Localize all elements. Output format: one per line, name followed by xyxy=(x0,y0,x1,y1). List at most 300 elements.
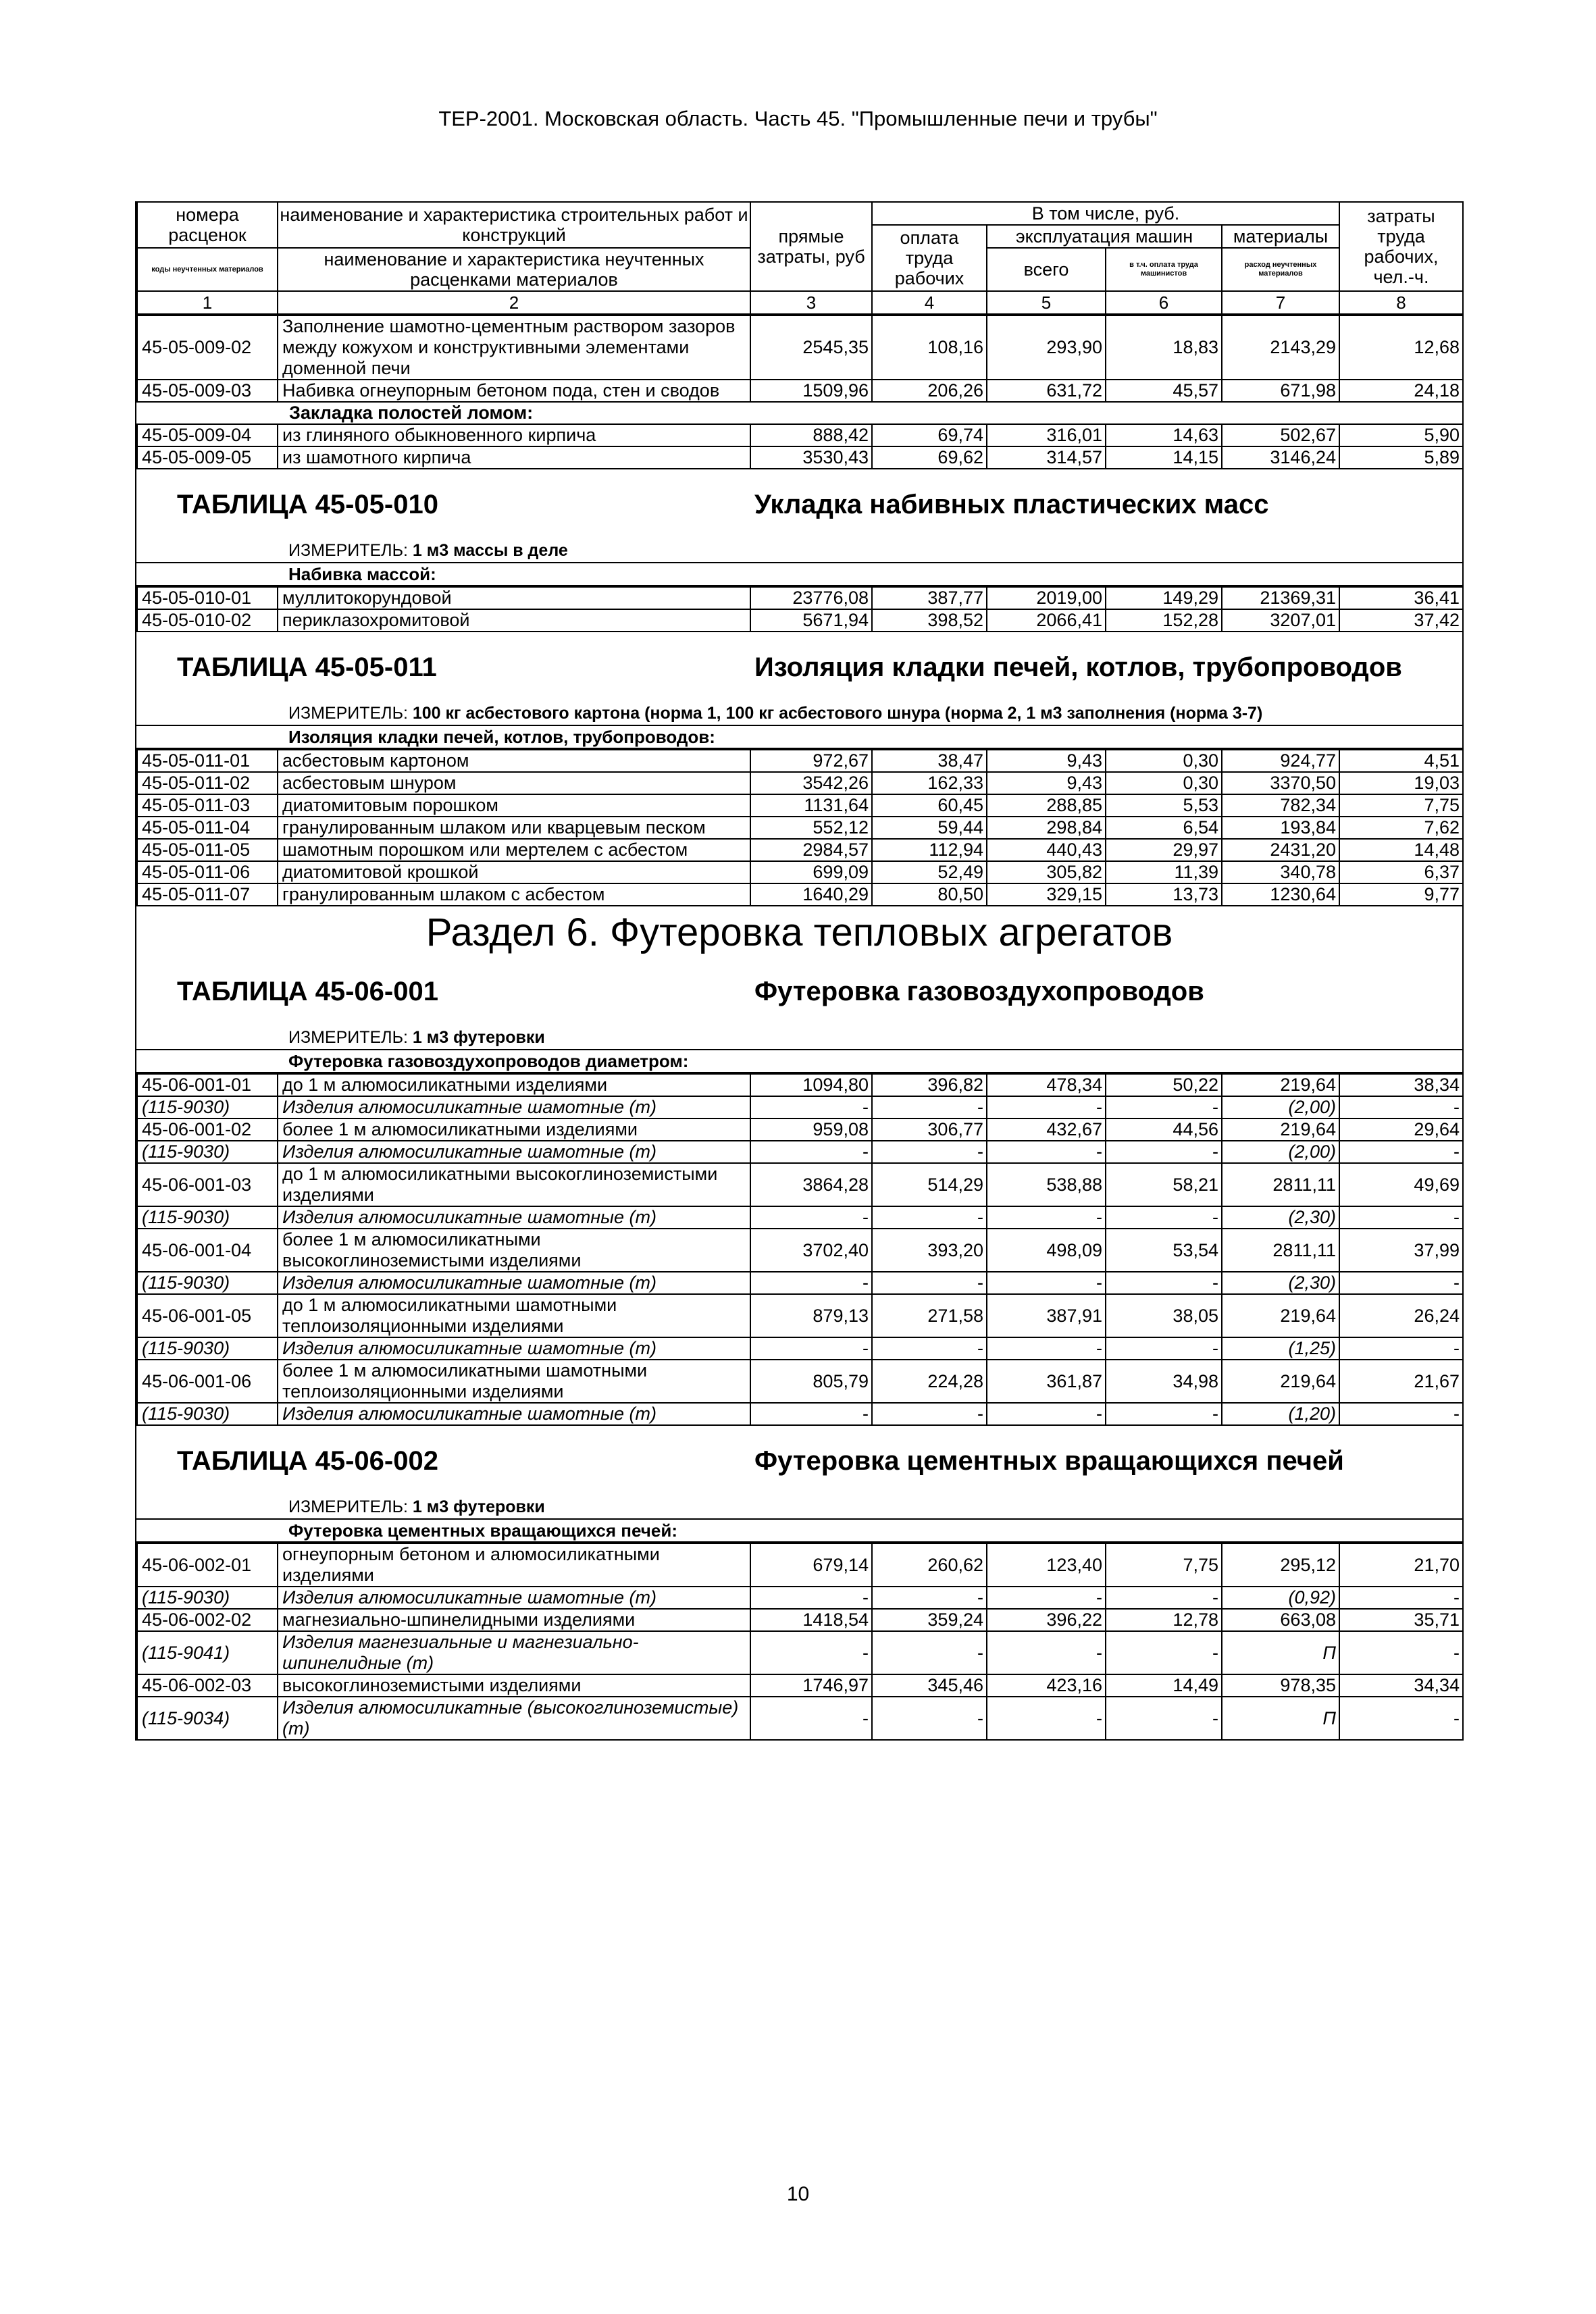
col-labor-hours-header: затраты труда рабочих, чел.-ч. xyxy=(1339,202,1463,291)
empty-value: - xyxy=(1106,1403,1222,1425)
material-usage: (0,92) xyxy=(1222,1587,1339,1609)
empty-value: - xyxy=(1106,1697,1222,1740)
measure-value: 1 м3 футеровки xyxy=(412,1497,545,1516)
work-description: диатомитовым порошком xyxy=(278,794,750,817)
labor-hours: 5,90 xyxy=(1339,424,1463,446)
labor-hours: 49,69 xyxy=(1339,1163,1463,1206)
direct-costs: 879,13 xyxy=(750,1294,872,1337)
table-45-05-011 xyxy=(136,749,1464,906)
table-number: ТАБЛИЦА 45-05-010 xyxy=(177,489,438,519)
material-name: Изделия алюмосиликатные шамотные (т) xyxy=(278,1141,750,1163)
empty-value: - xyxy=(750,1206,872,1229)
operators-wages: 6,54 xyxy=(1106,817,1222,839)
material-code: (115-9030) xyxy=(137,1096,278,1119)
wages: 393,20 xyxy=(872,1229,987,1272)
table-row xyxy=(137,750,1463,772)
empty-value: - xyxy=(1339,1096,1463,1119)
rows-group xyxy=(137,1543,1463,1740)
direct-costs: 1640,29 xyxy=(750,883,872,906)
machines-total: 123,40 xyxy=(987,1543,1106,1587)
material-code: (115-9030) xyxy=(137,1206,278,1229)
rate-code: 45-06-001-03 xyxy=(137,1163,278,1206)
col-index: 1 xyxy=(137,291,278,314)
material-name: Изделия алюмосиликатные шамотные (т) xyxy=(278,1337,750,1360)
wages: 80,50 xyxy=(872,883,987,906)
materials: 924,77 xyxy=(1222,750,1339,772)
machines-total: 387,91 xyxy=(987,1294,1106,1337)
machines-total: 396,22 xyxy=(987,1609,1106,1631)
empty-value: - xyxy=(872,1141,987,1163)
empty-value: - xyxy=(750,1272,872,1294)
material-row xyxy=(137,1337,1463,1360)
work-description: до 1 м алюмосиликатными изделиями xyxy=(278,1074,750,1096)
operators-wages: 58,21 xyxy=(1106,1163,1222,1206)
page-header: ТЕР-2001. Московская область. Часть 45. "Промышленные печи и трубы" xyxy=(438,107,1158,130)
empty-value: - xyxy=(987,1337,1106,1360)
materials: 782,34 xyxy=(1222,794,1339,817)
operators-wages: 50,22 xyxy=(1106,1074,1222,1096)
measure-label: ИЗМЕРИТЕЛЬ: xyxy=(288,541,408,560)
operators-wages: 149,29 xyxy=(1106,587,1222,609)
work-description: асбестовым картоном xyxy=(278,750,750,772)
work-description: асбестовым шнуром xyxy=(278,772,750,794)
rows-group xyxy=(137,424,1463,469)
table-row xyxy=(137,1074,1463,1096)
operators-wages: 34,98 xyxy=(1106,1360,1222,1403)
wages: 260,62 xyxy=(872,1543,987,1587)
direct-costs: 805,79 xyxy=(750,1360,872,1403)
material-row xyxy=(137,1697,1463,1740)
col-group-header: В том числе, руб. xyxy=(872,202,1339,225)
col-index: 2 xyxy=(278,291,750,314)
work-description: гранулированным шлаком с асбестом xyxy=(278,883,750,906)
table-title: Изоляция кладки печей, котлов, трубопроводов xyxy=(754,652,1402,682)
material-usage: (1,25) xyxy=(1222,1337,1339,1360)
table-heading xyxy=(136,1426,1462,1496)
work-description: высокоглиноземистыми изделиями xyxy=(278,1674,750,1697)
rate-code: 45-05-011-04 xyxy=(137,817,278,839)
table-45-06-002 xyxy=(136,1543,1464,1741)
table-number: ТАБЛИЦА 45-06-001 xyxy=(177,976,438,1006)
rate-code: 45-06-002-02 xyxy=(137,1609,278,1631)
col-materials-header: материалы xyxy=(1222,225,1339,248)
wages: 387,77 xyxy=(872,587,987,609)
empty-value: - xyxy=(1339,1587,1463,1609)
measure-value: 1 м3 футеровки xyxy=(412,1028,545,1047)
material-usage: (1,20) xyxy=(1222,1403,1339,1425)
table-heading xyxy=(136,469,1462,540)
table-number: ТАБЛИЦА 45-06-002 xyxy=(177,1445,438,1476)
rate-code: 45-06-002-01 xyxy=(137,1543,278,1587)
materials: 193,84 xyxy=(1222,817,1339,839)
material-code: (115-9030) xyxy=(137,1587,278,1609)
wages: 108,16 xyxy=(872,315,987,380)
operators-wages: 0,30 xyxy=(1106,772,1222,794)
table-row xyxy=(137,424,1463,446)
measure-value: 1 м3 массы в деле xyxy=(412,541,568,560)
labor-hours: 37,99 xyxy=(1339,1229,1463,1272)
material-name: Изделия алюмосиликатные шамотные (т) xyxy=(278,1096,750,1119)
materials: 2143,29 xyxy=(1222,315,1339,380)
labor-hours: 5,89 xyxy=(1339,446,1463,469)
wages: 271,58 xyxy=(872,1294,987,1337)
materials: 663,08 xyxy=(1222,1609,1339,1631)
empty-value: - xyxy=(872,1096,987,1119)
materials: 502,67 xyxy=(1222,424,1339,446)
table-row xyxy=(137,794,1463,817)
rate-code: 45-06-001-01 xyxy=(137,1074,278,1096)
labor-hours: 14,48 xyxy=(1339,839,1463,861)
operators-wages: 11,39 xyxy=(1106,861,1222,883)
wages: 60,45 xyxy=(872,794,987,817)
col-number-header: номера расценок xyxy=(137,202,278,248)
machines-total: 305,82 xyxy=(987,861,1106,883)
table-row xyxy=(137,1119,1463,1141)
labor-hours: 38,34 xyxy=(1339,1074,1463,1096)
rows-group xyxy=(137,587,1463,632)
labor-hours: 37,42 xyxy=(1339,609,1463,632)
rate-code: 45-05-011-05 xyxy=(137,839,278,861)
measure-label: ИЗМЕРИТЕЛЬ: xyxy=(288,704,408,723)
table-row xyxy=(137,380,1463,402)
direct-costs: 1746,97 xyxy=(750,1674,872,1697)
material-usage: (2,30) xyxy=(1222,1272,1339,1294)
work-description: более 1 м алюмосиликатными изделиями xyxy=(278,1119,750,1141)
empty-value: - xyxy=(750,1096,872,1119)
table-row xyxy=(137,609,1463,632)
col-index: 5 xyxy=(987,291,1106,314)
empty-value: - xyxy=(1106,1272,1222,1294)
table-row xyxy=(137,446,1463,469)
subsection-title: Футеровка газовоздухопроводов диаметром: xyxy=(136,1050,1462,1073)
table-heading xyxy=(136,956,1462,1027)
direct-costs: 972,67 xyxy=(750,750,872,772)
material-usage: (2,00) xyxy=(1222,1096,1339,1119)
operators-wages: 29,97 xyxy=(1106,839,1222,861)
col-index: 8 xyxy=(1339,291,1463,314)
material-name: Изделия алюмосиликатные шамотные (т) xyxy=(278,1587,750,1609)
labor-hours: 9,77 xyxy=(1339,883,1463,906)
table-45-05-009 xyxy=(136,315,1464,469)
col-index: 7 xyxy=(1222,291,1339,314)
empty-value: - xyxy=(872,1337,987,1360)
material-name: Изделия алюмосиликатные шамотные (т) xyxy=(278,1206,750,1229)
table-row xyxy=(137,587,1463,609)
work-description: Набивка огнеупорным бетоном пода, стен и сводов xyxy=(278,380,750,402)
material-name: Изделия магнезиальные и магнезиально-шпинелидные (т) xyxy=(278,1631,750,1674)
wages: 224,28 xyxy=(872,1360,987,1403)
materials: 219,64 xyxy=(1222,1360,1339,1403)
table-row xyxy=(137,1163,1463,1206)
wages: 59,44 xyxy=(872,817,987,839)
measure-value: 100 кг асбестового картона (норма 1, 100 кг асбестового шнура (норма 2, 1 м3 заполнения (норма 3-7) xyxy=(412,704,1263,723)
empty-value: - xyxy=(987,1587,1106,1609)
work-description: более 1 м алюмосиликатными шамотными теплоизоляционными изделиями xyxy=(278,1360,750,1403)
direct-costs: 1509,96 xyxy=(750,380,872,402)
material-code: (115-9030) xyxy=(137,1337,278,1360)
machines-total: 478,34 xyxy=(987,1074,1106,1096)
empty-value: - xyxy=(1339,1272,1463,1294)
labor-hours: 7,75 xyxy=(1339,794,1463,817)
rate-code: 45-06-001-06 xyxy=(137,1360,278,1403)
materials: 219,64 xyxy=(1222,1294,1339,1337)
wages: 306,77 xyxy=(872,1119,987,1141)
rate-code: 45-05-011-01 xyxy=(137,750,278,772)
material-code: (115-9030) xyxy=(137,1272,278,1294)
empty-value: - xyxy=(987,1206,1106,1229)
labor-hours: 21,70 xyxy=(1339,1543,1463,1587)
materials: 219,64 xyxy=(1222,1119,1339,1141)
table-row xyxy=(137,1360,1463,1403)
machines-total: 498,09 xyxy=(987,1229,1106,1272)
col-material-codes-header: коды неучтенных материалов xyxy=(137,248,278,291)
machines-total: 538,88 xyxy=(987,1163,1106,1206)
price-table-sheet xyxy=(135,201,1464,1741)
subsection-title: Изоляция кладки печей, котлов, трубопроводов: xyxy=(136,726,1462,749)
materials: 671,98 xyxy=(1222,380,1339,402)
material-name: Изделия алюмосиликатные шамотные (т) xyxy=(278,1403,750,1425)
empty-value: - xyxy=(1106,1587,1222,1609)
direct-costs: 3530,43 xyxy=(750,446,872,469)
machines-total: 329,15 xyxy=(987,883,1106,906)
direct-costs: 2984,57 xyxy=(750,839,872,861)
col-machines-total-header: всего xyxy=(987,248,1106,291)
empty-value: - xyxy=(872,1697,987,1740)
empty-value: - xyxy=(872,1631,987,1674)
table-row xyxy=(137,839,1463,861)
page-number: 10 xyxy=(786,2183,810,2205)
subsection-title: Футеровка цементных вращающихся печей: xyxy=(136,1520,1462,1543)
wages: 69,74 xyxy=(872,424,987,446)
wages: 162,33 xyxy=(872,772,987,794)
empty-value: - xyxy=(750,1587,872,1609)
empty-value: - xyxy=(750,1631,872,1674)
col-index: 6 xyxy=(1106,291,1222,314)
machines-total: 9,43 xyxy=(987,750,1106,772)
work-description: магнезиально-шпинелидными изделиями xyxy=(278,1609,750,1631)
machines-total: 432,67 xyxy=(987,1119,1106,1141)
empty-value: - xyxy=(872,1403,987,1425)
work-description: шамотным порошком или мертелем с асбестом xyxy=(278,839,750,861)
empty-value: - xyxy=(1339,1403,1463,1425)
direct-costs: 1131,64 xyxy=(750,794,872,817)
empty-value: - xyxy=(872,1206,987,1229)
material-code: (115-9041) xyxy=(137,1631,278,1674)
empty-value: - xyxy=(750,1697,872,1740)
table-row xyxy=(137,315,1463,380)
machines-total: 288,85 xyxy=(987,794,1106,817)
material-row xyxy=(137,1206,1463,1229)
table-row xyxy=(137,861,1463,883)
wages: 112,94 xyxy=(872,839,987,861)
work-description: из шамотного кирпича xyxy=(278,446,750,469)
operators-wages: 53,54 xyxy=(1106,1229,1222,1272)
work-description: из глиняного обыкновенного кирпича xyxy=(278,424,750,446)
direct-costs: 1094,80 xyxy=(750,1074,872,1096)
col-machines-header: эксплуатация машин xyxy=(987,225,1222,248)
machines-total: 293,90 xyxy=(987,315,1106,380)
wages: 398,52 xyxy=(872,609,987,632)
col-material-usage-header: расход неучтенных материалов xyxy=(1222,248,1339,291)
direct-costs: 699,09 xyxy=(750,861,872,883)
wages: 206,26 xyxy=(872,380,987,402)
empty-value: - xyxy=(987,1403,1106,1425)
operators-wages: 12,78 xyxy=(1106,1609,1222,1631)
labor-hours: 29,64 xyxy=(1339,1119,1463,1141)
table-row xyxy=(137,772,1463,794)
materials: 340,78 xyxy=(1222,861,1339,883)
measure-unit xyxy=(136,1027,1462,1050)
rows-group xyxy=(137,1074,1463,1425)
machines-total: 298,84 xyxy=(987,817,1106,839)
labor-hours: 34,34 xyxy=(1339,1674,1463,1697)
work-description: огнеупорным бетоном и алюмосиликатными изделиями xyxy=(278,1543,750,1587)
col-material-names-header: наименование и характеристика неучтенных расценками материалов xyxy=(278,248,750,291)
material-row xyxy=(137,1631,1463,1674)
materials: 21369,31 xyxy=(1222,587,1339,609)
materials: 219,64 xyxy=(1222,1074,1339,1096)
measure-unit xyxy=(136,540,1462,563)
material-code: (115-9030) xyxy=(137,1403,278,1425)
machines-total: 2019,00 xyxy=(987,587,1106,609)
empty-value: - xyxy=(1339,1206,1463,1229)
material-row xyxy=(137,1272,1463,1294)
direct-costs: 679,14 xyxy=(750,1543,872,1587)
work-description: Заполнение шамотно-цементным раствором зазоров между кожухом и конструктивными элементами доменной печи xyxy=(278,315,750,380)
rate-code: 45-05-011-06 xyxy=(137,861,278,883)
material-row xyxy=(137,1403,1463,1425)
col-direct-costs-header: прямые затраты, руб xyxy=(750,202,872,291)
rows-group xyxy=(137,750,1463,906)
work-description: гранулированным шлаком или кварцевым песком xyxy=(278,817,750,839)
labor-hours: 21,67 xyxy=(1339,1360,1463,1403)
table-number: ТАБЛИЦА 45-05-011 xyxy=(177,652,437,682)
labor-hours: 6,37 xyxy=(1339,861,1463,883)
operators-wages: 14,15 xyxy=(1106,446,1222,469)
materials: 2811,11 xyxy=(1222,1163,1339,1206)
empty-value: - xyxy=(987,1631,1106,1674)
rate-code: 45-06-001-04 xyxy=(137,1229,278,1272)
direct-costs: 23776,08 xyxy=(750,587,872,609)
table-row xyxy=(137,1543,1463,1587)
machines-total: 361,87 xyxy=(987,1360,1106,1403)
col-wages-header: оплата труда рабочих xyxy=(872,225,987,291)
empty-value: - xyxy=(987,1096,1106,1119)
material-row xyxy=(137,1587,1463,1609)
rate-code: 45-05-009-03 xyxy=(137,380,278,402)
direct-costs: 3542,26 xyxy=(750,772,872,794)
table-row xyxy=(137,883,1463,906)
measure-label: ИЗМЕРИТЕЛЬ: xyxy=(288,1497,408,1516)
rate-code: 45-05-011-02 xyxy=(137,772,278,794)
work-description: периклазохромитовой xyxy=(278,609,750,632)
direct-costs: 1418,54 xyxy=(750,1609,872,1631)
material-usage: (2,30) xyxy=(1222,1206,1339,1229)
empty-value: - xyxy=(1106,1141,1222,1163)
empty-value: - xyxy=(1339,1697,1463,1740)
measure-label: ИЗМЕРИТЕЛЬ: xyxy=(288,1028,408,1047)
material-code: (115-9030) xyxy=(137,1141,278,1163)
col-operators-wages-header: в т.ч. оплата труда машинистов xyxy=(1106,248,1222,291)
machines-total: 9,43 xyxy=(987,772,1106,794)
materials: 3370,50 xyxy=(1222,772,1339,794)
table-row xyxy=(137,1294,1463,1337)
col-index: 4 xyxy=(872,291,987,314)
operators-wages: 44,56 xyxy=(1106,1119,1222,1141)
machines-total: 316,01 xyxy=(987,424,1106,446)
rows-group xyxy=(137,315,1463,402)
wages: 514,29 xyxy=(872,1163,987,1206)
operators-wages: 45,57 xyxy=(1106,380,1222,402)
machines-total: 423,16 xyxy=(987,1674,1106,1697)
subsection-title: Набивка массой: xyxy=(136,563,1462,586)
material-usage: П xyxy=(1222,1697,1339,1740)
work-description: до 1 м алюмосиликатными высокоглиноземистыми изделиями xyxy=(278,1163,750,1206)
empty-value: - xyxy=(987,1272,1106,1294)
machines-total: 2066,41 xyxy=(987,609,1106,632)
table-row xyxy=(137,1229,1463,1272)
work-description: муллитокорундовой xyxy=(278,587,750,609)
labor-hours: 7,62 xyxy=(1339,817,1463,839)
empty-value: - xyxy=(987,1697,1106,1740)
labor-hours: 35,71 xyxy=(1339,1609,1463,1631)
wages: 38,47 xyxy=(872,750,987,772)
operators-wages: 18,83 xyxy=(1106,315,1222,380)
labor-hours: 36,41 xyxy=(1339,587,1463,609)
direct-costs: 2545,35 xyxy=(750,315,872,380)
work-description: до 1 м алюмосиликатными шамотными теплоизоляционными изделиями xyxy=(278,1294,750,1337)
empty-value: - xyxy=(872,1587,987,1609)
operators-wages: 13,73 xyxy=(1106,883,1222,906)
machines-total: 314,57 xyxy=(987,446,1106,469)
empty-value: - xyxy=(1339,1141,1463,1163)
machines-total: 440,43 xyxy=(987,839,1106,861)
material-name: Изделия алюмосиликатные (высокоглиноземистые) (т) xyxy=(278,1697,750,1740)
empty-value: - xyxy=(1339,1631,1463,1674)
labor-hours: 4,51 xyxy=(1339,750,1463,772)
wages: 359,24 xyxy=(872,1609,987,1631)
operators-wages: 0,30 xyxy=(1106,750,1222,772)
rate-code: 45-05-009-02 xyxy=(137,315,278,380)
materials: 3207,01 xyxy=(1222,609,1339,632)
material-usage: (2,00) xyxy=(1222,1141,1339,1163)
work-description: более 1 м алюмосиликатными высокоглиноземистыми изделиями xyxy=(278,1229,750,1272)
table-title: Укладка набивных пластических масс xyxy=(754,489,1269,519)
wages: 345,46 xyxy=(872,1674,987,1697)
rate-code: 45-05-009-05 xyxy=(137,446,278,469)
empty-value: - xyxy=(987,1141,1106,1163)
rate-code: 45-06-001-05 xyxy=(137,1294,278,1337)
material-row xyxy=(137,1141,1463,1163)
operators-wages: 5,53 xyxy=(1106,794,1222,817)
materials: 2431,20 xyxy=(1222,839,1339,861)
direct-costs: 888,42 xyxy=(750,424,872,446)
labor-hours: 26,24 xyxy=(1339,1294,1463,1337)
work-description: диатомитовой крошкой xyxy=(278,861,750,883)
operators-wages: 14,63 xyxy=(1106,424,1222,446)
table-45-06-001 xyxy=(136,1073,1464,1426)
rate-code: 45-05-010-01 xyxy=(137,587,278,609)
measure-unit xyxy=(136,1496,1462,1520)
operators-wages: 7,75 xyxy=(1106,1543,1222,1587)
rate-code: 45-05-009-04 xyxy=(137,424,278,446)
materials: 295,12 xyxy=(1222,1543,1339,1587)
materials: 1230,64 xyxy=(1222,883,1339,906)
empty-value: - xyxy=(872,1272,987,1294)
rate-code: 45-06-001-02 xyxy=(137,1119,278,1141)
rate-code: 45-05-011-03 xyxy=(137,794,278,817)
table-heading xyxy=(136,632,1462,702)
